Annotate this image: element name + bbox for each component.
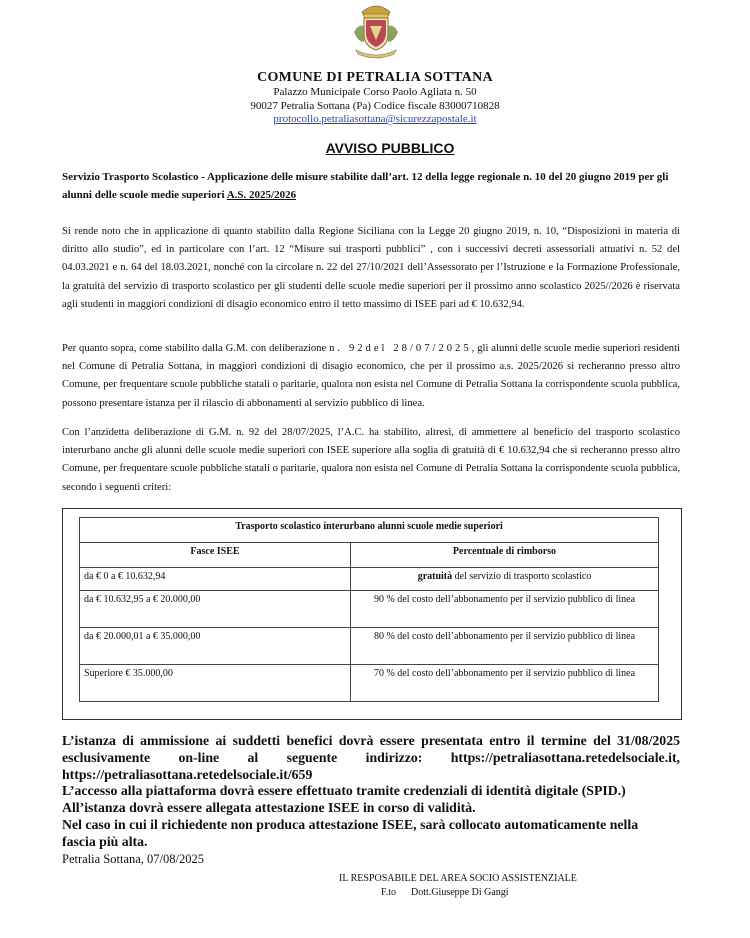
coat-of-arms-icon — [346, 2, 406, 60]
rimborso-cell — [351, 568, 659, 591]
no-isee-line-2: fascia più alta. — [62, 833, 148, 849]
rimborso-text: del servizio di trasporto scolastico — [452, 571, 592, 582]
paragraph-2-part-c: , gli alunni delle scuole medie superiori residenti nel Comune di Petralia Sottana, in maggiori condizioni di disagio economico, che per il prossimo a.s. 2025/2026 si recheranno presso altro Comune, per frequentare scuole pubbliche statali o paritarie, qualora non esista nel Comune di Petralia Sottana la corrispondente scuola pubblica, possono presentare istanza per il rilascio di abbonamenti al servizio pubblico di linea. — [62, 343, 680, 409]
municipality-name: COMUNE DI PETRALIA SOTTANA — [257, 70, 493, 85]
column-header-fasce: Fasce ISEE — [80, 543, 351, 568]
rimborso-bold: gratuità — [417, 571, 453, 582]
fascia-cell: Superiore € 35.000,00 — [80, 665, 351, 702]
table-title: Trasporto scolastico interurbano alunni scuole medie superiori — [80, 518, 659, 543]
pec-email-link[interactable]: protocollo.petraliasottana@sicurezzapostale.it — [273, 113, 477, 125]
spid-line: L’accesso alla piattaforma dovrà essere effettuato tramite credenziali di identità digitale (SPID.) — [62, 783, 626, 799]
deliberation-ref: n. 92del 28/07/2025 — [329, 343, 472, 354]
subject-school-year: A.S. 2025/2026 — [226, 189, 297, 201]
signer-name: Dott.Giuseppe Di Gangi — [411, 887, 509, 898]
signature-block — [339, 872, 577, 900]
paragraph-2-part-a: Per quanto sopra, come stabilito dalla G.M. con deliberazione — [62, 343, 330, 354]
paragraph-1: Si rende noto che in applicazione di quanto stabilito dalla Regione Siciliana con la Legge 20 giugno 2019, n. 10, “Disposizioni in materia di diritto allo studio”, ed in particolare con l’art. 12 “Misure sui trasporti pubblici” , con i successivi decreti assessoriali attuativi n. 52 del 04.03.2021 e n. 64 del 18.03.2021, nonché con la circolare n. 22 del 27/10/2021 dell’Assessorato per l’Istruzione e la Formazione Professionale, la gratuità del servizio di trasporto scolastico per gli studenti delle scuole medie superiori per il prossimo anno scolastico 2025//2026 è riservata agli studenti in maggiori condizioni di disagio economico entro il tetto massimo di ISEE pari ad € 10.632,94. — [62, 226, 680, 310]
online-address-line: esclusivamente on-line al seguente indirizzo: https://petraliasottana.retedelsociale.it, — [62, 749, 680, 765]
paragraph-3: Con l’anzidetta deliberazione di G.M. n. 92 del 28/07/2025, l’A.C. ha stabilito, altresì, di ammettere al beneficio del trasporto scolastico interurbano anche gli alunni delle scuole medie superiori con ISEE superiore alla soglia di gratuità di € 10.632,94 che si recheranno presso altro Comune, per frequentare scuole pubbliche statali o paritarie, qualora non esista nel Comune di Petralia Sottana la corrispondente scuola pubblica, secondo i seguenti criteri: — [62, 427, 680, 493]
column-header-rimborso: Percentuale di rimborso — [351, 543, 659, 568]
fascia-cell: da € 10.632,95 a € 20.000,00 — [80, 591, 351, 628]
table-row — [80, 591, 659, 628]
letterhead — [0, 70, 750, 127]
reimbursement-table-frame — [62, 508, 682, 720]
fascia-cell: da € 0 a € 10.632,94 — [80, 568, 351, 591]
table-row — [80, 665, 659, 702]
ft-label: F.to — [381, 887, 397, 898]
table-row — [80, 628, 659, 665]
address-line-1: Palazzo Municipale Corso Paolo Agliata n. 50 — [273, 86, 477, 98]
notice-title: AVVISO PUBBLICO — [325, 140, 455, 156]
address-line-2: 90027 Petralia Sottana (Pa) Codice fiscale 83000710828 — [250, 99, 500, 112]
platform-link[interactable]: https://petraliasottana.retedelsociale.it/659 — [62, 766, 313, 782]
deadline-line: L’istanza di ammissione ai suddetti benefici dovrà essere presentata entro il termine del 31/08/2025 — [62, 733, 680, 748]
table-row — [80, 568, 659, 591]
paragraph-2 — [62, 340, 680, 413]
isee-line: All’istanza dovrà essere allegata attestazione ISEE in corso di validità. — [62, 800, 476, 816]
rimborso-cell: 90 % del costo dell’abbonamento per il servizio pubblico di linea — [351, 591, 659, 628]
reimbursement-table — [79, 517, 659, 702]
signer-role: IL RESPOSABILE DEL AREA SOCIO ASSISTENZIALE — [339, 873, 577, 884]
closing-instructions — [62, 733, 680, 851]
subject-text: Servizio Trasporto Scolastico - Applicazione delle misure stabilite dall’art. 12 della legge regionale n. 10 del 20 giugno 2019 per gli alunni delle scuole medie superiori — [62, 171, 669, 201]
signer-line — [339, 886, 577, 900]
no-isee-line: Nel caso in cui il richiedente non produca attestazione ISEE, sarà collocato automaticamente nella — [62, 816, 639, 832]
rimborso-cell: 70 % del costo dell’abbonamento per il servizio pubblico di linea — [351, 665, 659, 702]
notice-subject — [62, 168, 677, 204]
place-date: Petralia Sottana, 07/08/2025 — [62, 852, 204, 866]
rimborso-cell: 80 % del costo dell’abbonamento per il servizio pubblico di linea — [351, 628, 659, 665]
fascia-cell: da € 20.000,01 a € 35.000,00 — [80, 628, 351, 665]
